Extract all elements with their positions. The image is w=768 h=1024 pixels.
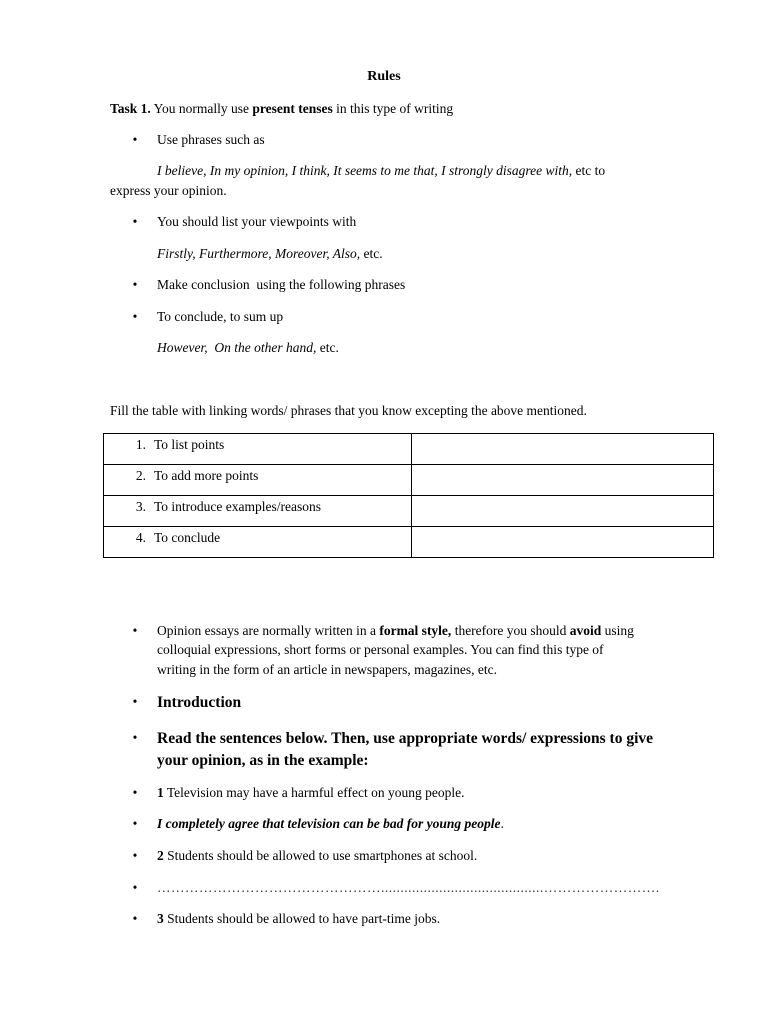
row-number: 4. xyxy=(135,530,146,545)
opinion-text: therefore you should xyxy=(451,623,570,638)
table-cell-label xyxy=(104,496,412,527)
bullet-icon: • xyxy=(132,623,138,638)
phrases-italic: I believe, In my opinion, I think, It seems to me that, I strongly disagree with, xyxy=(157,163,573,178)
opinion-line3: writing in the form of an article in newspapers, magazines, etc. xyxy=(157,662,498,677)
read-sentences-line1: Read the sentences below. Then, use appropriate words/ expressions to give xyxy=(157,730,654,747)
row-number: 2. xyxy=(135,468,146,483)
table-cell-label xyxy=(104,465,412,496)
bullet-icon: • xyxy=(132,132,138,147)
bullet-icon: • xyxy=(132,880,138,895)
task1-label: Task 1. xyxy=(110,101,151,116)
example-number: 3 xyxy=(157,911,164,926)
read-sentences-line2: your opinion, as in the example: xyxy=(157,752,369,769)
table-row xyxy=(104,496,714,527)
example-text: Television may have a harmful effect on young people. xyxy=(163,785,465,800)
row-label: To introduce examples/reasons xyxy=(154,499,322,514)
however-italic: However, On the other hand, xyxy=(157,340,317,355)
row-label: To add more points xyxy=(154,468,259,483)
task1-post: in this type of writing xyxy=(332,101,454,116)
opinion-bold-formal: formal style, xyxy=(379,623,452,638)
opinion-line2: colloquial expressions, short forms or personal examples. You can find this type of xyxy=(157,642,604,657)
phrases-line2: express your opinion. xyxy=(110,183,227,198)
introduction-heading: Introduction xyxy=(157,694,242,711)
fill-instruction: Fill the table with linking words/ phrases that you know excepting the above mentioned. xyxy=(110,403,587,418)
row-label: To conclude xyxy=(154,530,221,545)
table-cell-label xyxy=(104,434,412,465)
example-text: Students should be allowed to have part-time jobs. xyxy=(163,911,441,926)
phrases-line xyxy=(157,162,605,181)
page-title: Rules xyxy=(367,69,401,84)
table-cell-answer[interactable] xyxy=(412,527,714,558)
answer-dotted-line[interactable]: …………………………………………..........................................……………………. xyxy=(157,880,660,895)
linking-words-table xyxy=(103,433,714,558)
task1-pre: You normally use xyxy=(150,101,253,116)
make-conclusion-text: Make conclusion using the following phrases xyxy=(157,277,406,292)
task1-line xyxy=(110,100,453,119)
table-cell-answer[interactable] xyxy=(412,465,714,496)
table-row xyxy=(104,434,714,465)
answer-text: I completely agree that television can be bad for young people xyxy=(157,816,501,831)
table-row xyxy=(104,527,714,558)
phrases-tail: etc to xyxy=(572,163,606,178)
bullet-icon: • xyxy=(132,214,138,229)
list-viewpoints-text: You should list your viewpoints with xyxy=(157,214,357,229)
opinion-bold-avoid: avoid xyxy=(569,623,602,638)
bullet-icon: • xyxy=(132,911,138,926)
example-sentence-1 xyxy=(157,784,464,803)
viewpoints-line xyxy=(157,245,383,264)
row-number: 3. xyxy=(135,499,146,514)
table-row xyxy=(104,465,714,496)
example-number: 1 xyxy=(157,785,164,800)
table-cell-answer[interactable] xyxy=(412,496,714,527)
task1-bold: present tenses xyxy=(252,101,333,116)
table-cell-label xyxy=(104,527,412,558)
row-label: To list points xyxy=(154,437,225,452)
example-answer xyxy=(157,815,504,834)
viewpoints-tail: etc. xyxy=(360,246,383,261)
row-number: 1. xyxy=(135,437,146,452)
bullet-icon: • xyxy=(132,694,138,709)
example-text: Students should be allowed to use smartphones at school. xyxy=(163,848,478,863)
example-sentence-3 xyxy=(157,910,440,929)
opinion-line1 xyxy=(157,622,634,641)
however-tail: etc. xyxy=(316,340,339,355)
answer-tail: . xyxy=(500,816,504,831)
bullet-icon: • xyxy=(132,730,138,745)
bullet-icon: • xyxy=(132,816,138,831)
example-sentence-2 xyxy=(157,847,477,866)
opinion-text: using xyxy=(601,623,634,638)
bullet-icon: • xyxy=(132,848,138,863)
bullet-icon: • xyxy=(132,785,138,800)
table-cell-answer[interactable] xyxy=(412,434,714,465)
viewpoints-italic: Firstly, Furthermore, Moreover, Also, xyxy=(157,246,361,261)
to-conclude-text: To conclude, to sum up xyxy=(157,309,284,324)
opinion-text: Opinion essays are normally written in a xyxy=(157,623,380,638)
however-line xyxy=(157,339,339,358)
bullet-icon: • xyxy=(132,277,138,292)
use-phrases-text: Use phrases such as xyxy=(157,132,265,147)
bullet-icon: • xyxy=(132,309,138,324)
example-number: 2 xyxy=(157,848,164,863)
